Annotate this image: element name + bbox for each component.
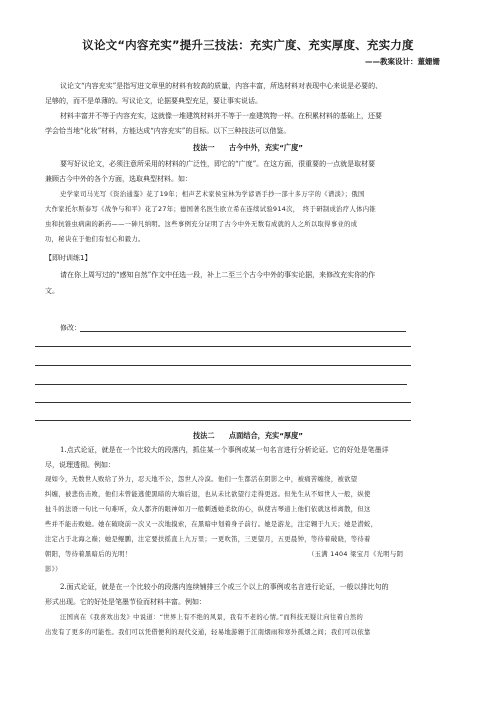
- point2-line: 2.面式论证，就是在一个比较小的段落内连续铺排三个或三个以上的事例或名言进行论证，一般以排比句的: [60, 583, 389, 591]
- point1-line: 尽，说理透彻。例如：: [45, 461, 115, 469]
- example-line: 史学家司马光写《资治通鉴》花了19年；相声艺术家侯宝林为学谚语手抄一部十多万字的《谱淡》；俄国: [60, 191, 365, 198]
- answer-line[interactable]: [35, 365, 411, 366]
- section1-body-line: 兼顾古今中外的各个方面，选取典型材料。如：: [45, 175, 192, 183]
- intro-line: 学会恰当地“化妆”材料，方能达成“内容充实”的目标。以下三种技法可以借鉴。: [45, 127, 291, 135]
- point2-line: 形式出现。它的好处是笔墨节俭而材料丰富。例如：: [45, 598, 206, 606]
- intro-line: 足够的，而不是单薄的。写议论文，论据要典型充足，要让事实说话。: [45, 97, 262, 105]
- example1-line: 纠缠，被悲伤击败，他们未曾能逃使黑暗的大墙后退，也从未比欲望行走得更远。但先生从不如世人一般，纵使: [45, 491, 371, 498]
- answer-line[interactable]: [35, 384, 407, 385]
- intro-line: 材料丰富并不等于内容充实，这就像一堆建筑材料并不等于一座建筑物一样。在积累材料的基础上，还要: [60, 112, 382, 120]
- practice-label: 【即时训练1】: [45, 254, 92, 262]
- revise-label: 修改：: [60, 324, 81, 332]
- practice-line: 请在你上周写过的“感知自然”作文中任选一段，补上二至三个古今中外的事实论据，来修改充实你的作: [60, 271, 376, 279]
- example1-line: 朝阳，等待着黑暗后的光明！: [45, 551, 132, 558]
- intro-line: 议论文“内容充实”是指写进文章里的材料有较高的质量，内容丰富，所选材料对表现中心来说是必要的、: [60, 82, 383, 90]
- example1-source: （玉满 1404 梁宝月《光明与阴: [308, 551, 404, 558]
- document-title: 议论文“内容充实”提升三技法：充实广度、充实厚度、充实力度: [82, 38, 414, 52]
- example-line: 虫和抗锥虫病菌的新药——一砷凡纳明。这些事例充分证明了古今中外无数有成就的人之所以取得事业的成: [45, 221, 358, 228]
- point1-line: 1.点式论证，就是在一个比较大的段落内，抓住某一个事例或某一句名言进行分析论证。它的好处是笔墨详: [60, 446, 389, 454]
- example1-line: 注定占于北海之巅；她是鲲鹏，注定要扶摇直上九万里；一更吹笛，三更望月，五更晨钟，等待着破晓，等待着: [45, 536, 371, 543]
- answer-line[interactable]: [35, 402, 411, 403]
- section-heading-2: 技法二 点面结合，充实“厚度”: [192, 431, 304, 440]
- answer-line[interactable]: [35, 346, 411, 347]
- practice-line: 文。: [45, 287, 59, 295]
- example-line: 大作家托尔斯泰写《战争与和平》花了27年；德国著名医生欧立希在连续试验914次， 终于研制成治疗人体内锥: [45, 206, 377, 213]
- example1-line: 现如今，无数世人败给了外力，忍天地不公，怨世人冷漠。他们一生都活在阴影之中，被痛苦缠绕，被欲望: [45, 476, 358, 483]
- example1-source-end: 影》）: [45, 566, 62, 573]
- author-line: ——教案设计：董姗姗: [365, 57, 440, 66]
- section-heading-1: 技法一 古今中外，充实“广度”: [192, 143, 304, 152]
- example2-line: 出发有了更多的可能性。我们可以凭借便利的现代交通，轻易地游翱于江南烟雨和寒外孤烟之间；我们可以依靠: [45, 629, 371, 636]
- answer-line[interactable]: [80, 331, 406, 332]
- answer-line[interactable]: [35, 420, 411, 421]
- example1-line: 扯斗的法语一句比一句难听，众人都齐的眼神如刀一般刺透她柔软的心，纵使古琴道上他们依就这样离散，但这: [45, 506, 371, 513]
- example-line: 功，秘诀在于他们有恒心和毅力。: [45, 236, 145, 243]
- example2-line: 汪国真在《我喜欢出发》中说道：“世界上有不绝的风景，我有不老的心情。”而科技无疑让向往着自然的: [60, 614, 364, 621]
- example1-line: 些并不能击败她。她在破晓前一次又一次地摸索，在黑暗中划着身子前行。她是游龙，注定翱于九天；她是潜蛟，: [45, 521, 378, 528]
- section1-body-line: 要写好议论文，必须注意所采用的材料的广泛性，即它的“广度”。在这方面，很重要的一点就是取材要: [60, 160, 376, 168]
